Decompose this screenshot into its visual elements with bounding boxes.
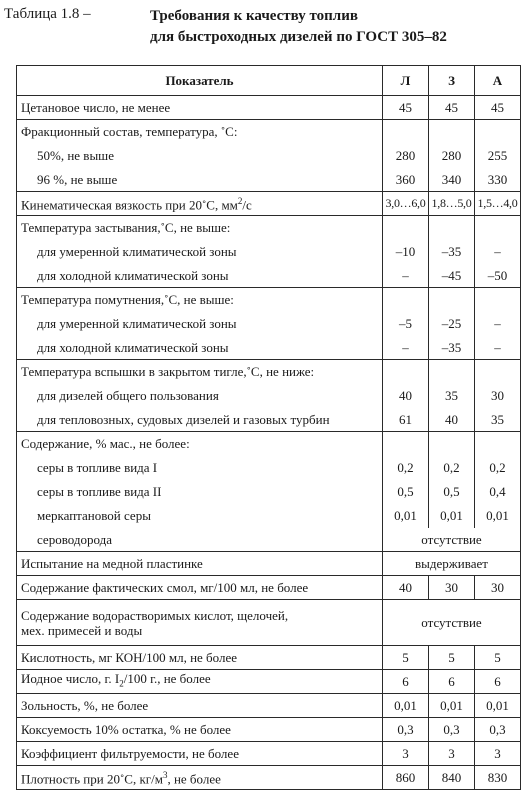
row-label: Содержание фактических смол, мг/100 мл, не более [17, 576, 383, 600]
value-z: –35 [429, 240, 475, 264]
value-l: 45 [383, 96, 429, 120]
value-a: 30 [475, 384, 521, 408]
row-label: серы в топливе вида II [17, 480, 383, 504]
merged-value: отсутствие [383, 600, 521, 646]
table-row [17, 192, 521, 216]
value-a: 255 [475, 144, 521, 168]
value-a: 0,3 [475, 718, 521, 742]
value-z: 45 [429, 96, 475, 120]
value-z: –25 [429, 312, 475, 336]
table-group-row [17, 360, 521, 384]
row-label: 96 %, не выше [17, 168, 383, 192]
row-label: меркаптановой серы [17, 504, 383, 528]
value-z: 1,8…5,0 [429, 192, 475, 216]
row-label [17, 600, 383, 646]
value-z: 840 [429, 766, 475, 790]
row-label-line1: Содержание водорастворимых кислот, щелочей, [21, 607, 289, 623]
row-label: Иодное число, г. $I_2/100$ г., не более [17, 670, 383, 694]
table-row [17, 646, 521, 670]
value-a: – [475, 312, 521, 336]
value-z: 30 [429, 576, 475, 600]
row-label: Коксуемость 10% остатка, % не более [17, 718, 383, 742]
value-z: 0,2 [429, 456, 475, 480]
value-a: 45 [475, 96, 521, 120]
table-row [17, 384, 521, 408]
value-l: 280 [383, 144, 429, 168]
value-a: 0,01 [475, 504, 521, 528]
value-l: –5 [383, 312, 429, 336]
header-grade-a: А [475, 66, 521, 96]
value-l: –10 [383, 240, 429, 264]
value-a: – [475, 240, 521, 264]
table-row [17, 168, 521, 192]
value-a: 35 [475, 408, 521, 432]
value-a: 830 [475, 766, 521, 790]
table-caption [4, 6, 524, 46]
row-label: Кислотность, мг КОН/100 мл, не более [17, 646, 383, 670]
table-row [17, 264, 521, 288]
table-row [17, 408, 521, 432]
value-a: – [475, 336, 521, 360]
value-z: 0,01 [429, 694, 475, 718]
value-z: 35 [429, 384, 475, 408]
table-row [17, 670, 521, 694]
table-row [17, 600, 521, 646]
value-l: 0,01 [383, 504, 429, 528]
table-row [17, 504, 521, 528]
row-label: для тепловозных, судовых дизелей и газовых турбин [17, 408, 383, 432]
value-l: 0,5 [383, 480, 429, 504]
row-label: Коэффициент фильтруемости, не более [17, 742, 383, 766]
table-row [17, 576, 521, 600]
row-label: Кинематическая вязкость при 20˚С, $мм^2/с$ [17, 192, 383, 216]
row-label: Зольность, %, не более [17, 694, 383, 718]
value-z: 3 [429, 742, 475, 766]
value-l: 40 [383, 576, 429, 600]
value-a: 30 [475, 576, 521, 600]
value-z: 280 [429, 144, 475, 168]
row-label: сероводорода [17, 528, 383, 552]
group-label: Температура вспышки в закрытом тигле,˚С, не ниже: [17, 360, 383, 384]
value-l: – [383, 336, 429, 360]
table-row [17, 312, 521, 336]
caption-label: Таблица 1.8 – [4, 6, 91, 22]
table-group-row [17, 432, 521, 456]
value-l: – [383, 264, 429, 288]
value-a: 6 [475, 670, 521, 694]
row-label: для умеренной климатической зоны [17, 312, 383, 336]
value-z: 0,01 [429, 504, 475, 528]
table-group-row [17, 288, 521, 312]
group-label: Температура застывания,˚С, не выше: [17, 216, 383, 240]
value-z: –35 [429, 336, 475, 360]
table-row [17, 456, 521, 480]
merged-value: выдерживает [383, 552, 521, 576]
caption-title-line1: Требования к качеству топлив [150, 8, 358, 24]
value-a: –50 [475, 264, 521, 288]
group-label: Температура помутнения,˚С, не выше: [17, 288, 383, 312]
table-row [17, 480, 521, 504]
merged-value: отсутствие [383, 528, 521, 552]
table-row [17, 528, 521, 552]
value-z: 5 [429, 646, 475, 670]
value-a: 1,5…4,0 [475, 192, 521, 216]
value-z: 6 [429, 670, 475, 694]
value-l: 3,0…6,0 [383, 192, 429, 216]
table-header-row [17, 66, 521, 96]
row-label: для умеренной климатической зоны [17, 240, 383, 264]
value-a: 3 [475, 742, 521, 766]
row-label: для холодной климатической зоны [17, 336, 383, 360]
header-indicator: Показатель [17, 66, 383, 96]
table-row [17, 718, 521, 742]
value-z: –45 [429, 264, 475, 288]
value-z: 340 [429, 168, 475, 192]
value-l: 0,2 [383, 456, 429, 480]
value-a: 0,01 [475, 694, 521, 718]
table-row [17, 336, 521, 360]
row-label: 50%, не выше [17, 144, 383, 168]
value-l: 0,3 [383, 718, 429, 742]
table-row [17, 552, 521, 576]
value-l: 3 [383, 742, 429, 766]
value-l: 6 [383, 670, 429, 694]
row-label: для холодной климатической зоны [17, 264, 383, 288]
caption-title-line2: для быстроходных дизелей по ГОСТ 305–82 [150, 29, 447, 45]
value-l: 40 [383, 384, 429, 408]
value-l: 61 [383, 408, 429, 432]
value-l: 0,01 [383, 694, 429, 718]
value-a: 5 [475, 646, 521, 670]
table-group-row [17, 216, 521, 240]
table-row [17, 96, 521, 120]
table-row [17, 742, 521, 766]
caption-title [150, 6, 447, 48]
value-z: 0,3 [429, 718, 475, 742]
row-label: серы в топливе вида I [17, 456, 383, 480]
header-grade-z: З [429, 66, 475, 96]
row-label: Цетановое число, не менее [17, 96, 383, 120]
group-label: Содержание, % мас., не более: [17, 432, 383, 456]
value-a: 0,2 [475, 456, 521, 480]
row-label: Испытание на медной пластинке [17, 552, 383, 576]
table-group-row [17, 120, 521, 144]
value-l: 360 [383, 168, 429, 192]
row-label-line2: мех. примесей и воды [21, 622, 143, 638]
row-label: для дизелей общего пользования [17, 384, 383, 408]
header-grade-l: Л [383, 66, 429, 96]
table-row [17, 694, 521, 718]
table-row [17, 144, 521, 168]
value-l: 860 [383, 766, 429, 790]
value-l: 5 [383, 646, 429, 670]
fuel-requirements-table [16, 65, 521, 790]
value-z: 0,5 [429, 480, 475, 504]
row-label: Плотность при 20˚С, $кг/м^3$, не более [17, 766, 383, 790]
value-a: 330 [475, 168, 521, 192]
value-z: 40 [429, 408, 475, 432]
group-label: Фракционный состав, температура, ˚С: [17, 120, 383, 144]
value-a: 0,4 [475, 480, 521, 504]
table-row [17, 766, 521, 790]
table-row [17, 240, 521, 264]
